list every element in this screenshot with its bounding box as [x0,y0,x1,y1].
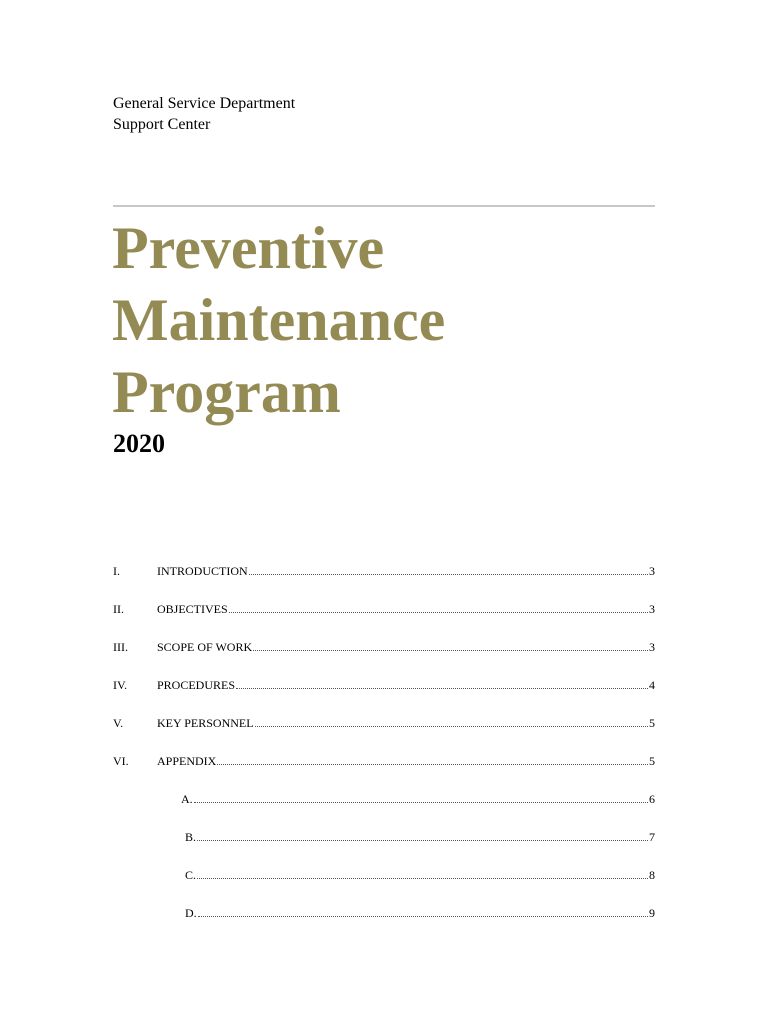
toc-label: B. [185,830,197,844]
organization-header [113,93,295,135]
toc-number: IV. [113,678,128,692]
title-line-3: Program [112,359,341,425]
toc-label: PROCEDURES [157,678,236,692]
department-name: General Service Department [113,95,296,112]
toc-number: V. [113,716,124,730]
toc-leader-dots [198,916,648,917]
toc-number: I. [113,564,120,578]
toc-row[interactable] [113,905,655,921]
toc-leader-dots [236,688,648,689]
toc-leader-dots [249,574,648,575]
document-title [112,212,445,428]
toc-entry [181,791,655,807]
toc-page-number: 5 [649,716,655,730]
toc-entry [157,639,655,655]
toc-leader-dots [197,840,648,841]
toc-page-number: 3 [649,564,655,578]
document-year: 2020 [113,429,165,458]
toc-page-number: 4 [649,678,655,692]
toc-row[interactable] [113,601,655,617]
title-line-2: Maintenance [112,287,446,353]
center-name: Support Center [113,116,211,133]
toc-leader-dots [229,612,648,613]
toc-row[interactable] [113,715,655,731]
toc-page-number: 8 [649,868,655,882]
toc-leader-dots [217,764,648,765]
toc-leader-dots [255,726,648,727]
toc-entry [157,677,655,693]
toc-leader-dots [197,878,648,879]
toc-page-number: 5 [649,754,655,768]
toc-number: VI. [113,754,129,768]
toc-label: OBJECTIVES [157,602,228,616]
toc-entry [157,601,655,617]
toc-number: III. [113,640,128,654]
toc-row[interactable] [113,753,655,769]
toc-page-number: 9 [649,906,655,920]
toc-row[interactable] [113,829,655,845]
toc-label: APPENDIX [157,754,217,768]
horizontal-divider [113,205,655,207]
toc-leader-dots [253,650,648,651]
toc-entry [185,905,655,921]
toc-entry [185,867,655,883]
toc-label: C. [185,868,197,882]
toc-label: D. [185,906,197,920]
toc-leader-dots [194,802,648,803]
toc-number: II. [113,602,124,616]
toc-entry [157,563,655,579]
toc-entry [157,753,655,769]
toc-page-number: 7 [649,830,655,844]
toc-row[interactable] [113,639,655,655]
toc-entry [185,829,655,845]
toc-page-number: 3 [649,602,655,616]
toc-label: KEY PERSONNEL [157,716,254,730]
toc-row[interactable] [113,563,655,579]
toc-page-number: 6 [649,792,655,806]
toc-row[interactable] [113,677,655,693]
toc-page-number: 3 [649,640,655,654]
toc-row[interactable] [113,791,655,807]
title-line-1: Preventive [112,215,385,281]
toc-entry [157,715,655,731]
toc-label: SCOPE OF WORK [157,640,253,654]
toc-row[interactable] [113,867,655,883]
toc-label: A. [181,792,193,806]
toc-label: INTRODUCTION [157,564,248,578]
